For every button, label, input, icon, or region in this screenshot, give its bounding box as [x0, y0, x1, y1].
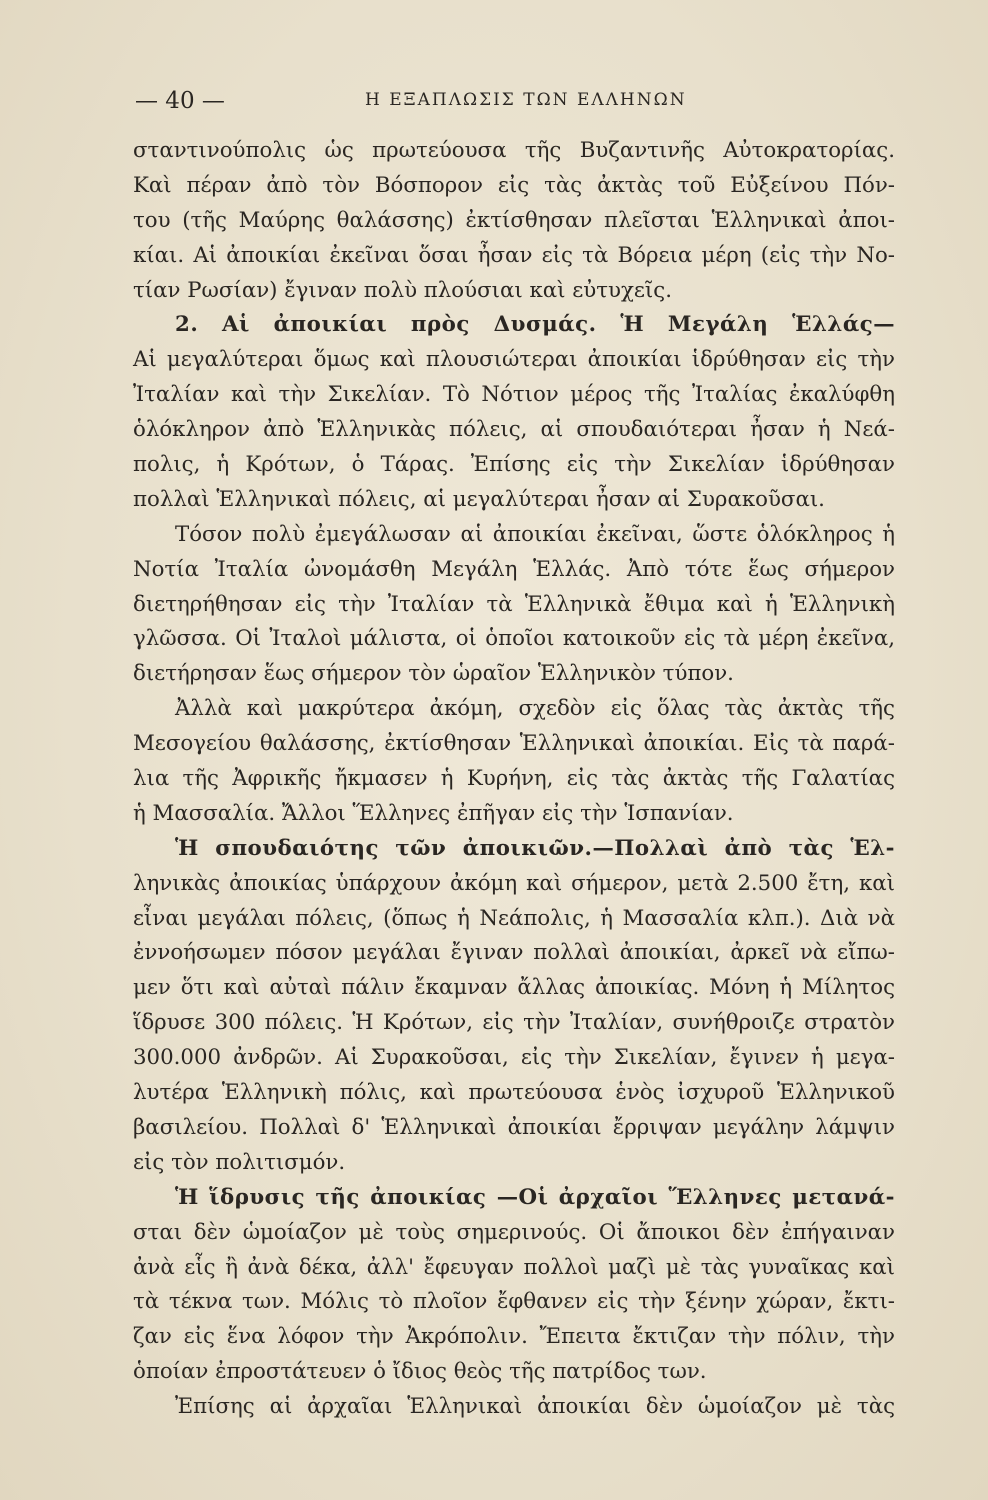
- text-line: Μεσογείου θαλάσσης, ἐκτίσθησαν Ἑλληνικαὶ ἀποικίαι. Εἰς τὰ παρά-: [133, 731, 895, 757]
- text-line: τὰ τέκνα των. Μόλις τὸ πλοῖον ἔφθανεν εἰς τὴν ξένην χώραν, ἔκτι-: [133, 1289, 895, 1315]
- text-line: Καὶ πέραν ἀπὸ τὸν Βόσπορον εἰς τὰς ἀκτὰς τοῦ Εὐξείνου Πόν-: [133, 172, 895, 198]
- text-line: Νοτία Ἰταλία ὠνομάσθη Μεγάλη Ἑλλάς. Ἀπὸ τότε ἕως σήμερον: [133, 556, 895, 582]
- text-line: του (τῆς Μαύρης θαλάσσης) ἐκτίσθησαν πλεῖσται Ἑλληνικαὶ ἀποι-: [133, 207, 895, 233]
- running-title: Η ΕΞΑΠΛΩΣΙΣ ΤΩΝ ΕΛΛΗΝΩΝ: [365, 90, 687, 110]
- text-line: ἐννοήσωμεν πόσον μεγάλαι ἔγιναν πολλαὶ ἀποικίαι, ἀρκεῖ νὰ εἴπω-: [133, 940, 895, 966]
- text-line: διετηρήθησαν εἰς τὴν Ἰταλίαν τὰ Ἑλληνικὰ ἔθιμα καὶ ἡ Ἑλληνικὴ: [133, 591, 895, 617]
- text-line: μεν ὅτι καὶ αὐταὶ πάλιν ἔκαμναν ἄλλας ἀποικίας. Μόνη ἡ Μίλητος: [133, 975, 895, 1001]
- text-line: βασιλείου. Πολλαὶ δ' Ἑλληνικαὶ ἀποικίαι ἔρριψαν μεγάλην λάμψιν: [133, 1114, 895, 1140]
- text-line: πολλαὶ Ἑλληνικαὶ πόλεις, αἱ μεγαλύτεραι ἦσαν αἱ Συρακοῦσαι.: [133, 486, 825, 512]
- section-heading: 2. Αἱ ἀποικίαι πρὸς Δυσμάς. Ἡ Μεγάλη Ἑλλάς—: [175, 312, 895, 338]
- section-heading: Ἡ ἵδρυσις τῆς ἀποικίας —Οἱ ἀρχαῖοι Ἕλληνες μετανά-: [175, 1184, 895, 1210]
- text-line: πολις, ἡ Κρότων, ὁ Τάρας. Ἐπίσης εἰς τὴν Σικελίαν ἱδρύθησαν: [133, 452, 895, 478]
- text-line: Τόσον πολὺ ἐμεγάλωσαν αἱ ἀποικίαι ἐκεῖναι, ὥστε ὁλόκληρος ἡ: [175, 521, 895, 547]
- page-number: — 40 —: [135, 88, 225, 114]
- text-line: ζαν εἰς ἕνα λόφον τὴν Ἀκρόπολιν. Ἔπειτα ἔκτιζαν τὴν πόλιν, τὴν: [133, 1324, 895, 1350]
- text-line: εἰς τὸν πολιτισμόν.: [133, 1149, 346, 1175]
- body-text: [133, 134, 895, 1425]
- text-line: εἶναι μεγάλαι πόλεις, (ὅπως ἡ Νεάπολις, ἡ Μασσαλία κλπ.). Διὰ νὰ: [133, 905, 895, 931]
- text-line: Ἰταλίαν καὶ τὴν Σικελίαν. Τὸ Νότιον μέρος τῆς Ἰταλίας ἐκαλύφθη: [133, 382, 895, 408]
- text-line: Αἱ μεγαλύτεραι ὅμως καὶ πλουσιώτεραι ἀποικίαι ἱδρύθησαν εἰς τὴν: [133, 347, 895, 373]
- text-line: ληνικὰς ἀποικίας ὑπάρχουν ἀκόμη καὶ σήμερον, μετὰ 2.500 ἔτη, καὶ: [133, 870, 895, 896]
- text-line: ἀνὰ εἷς ἢ ἀνὰ δέκα, ἀλλ' ἔφευγαν πολλοὶ μαζὶ μὲ τὰς γυναῖκας καὶ: [133, 1254, 895, 1280]
- text-line: Ἀλλὰ καὶ μακρύτερα ἀκόμη, σχεδὸν εἰς ὅλας τὰς ἀκτὰς τῆς: [175, 696, 895, 722]
- text-line: Ἐπίσης αἱ ἀρχαῖαι Ἑλληνικαὶ ἀποικίαι δὲν ὡμοίαζον μὲ τὰς: [175, 1394, 895, 1420]
- text-line: σται δὲν ὡμοίαζον μὲ τοὺς σημερινούς. Οἱ ἄποικοι δὲν ἐπήγαιναν: [133, 1219, 895, 1245]
- text-line: σταντινούπολις ὡς πρωτεύουσα τῆς Βυζαντινῆς Αὐτοκρατορίας.: [133, 138, 895, 163]
- text-line: ἡ Μασσαλία. Ἄλλοι Ἕλληνες ἐπῆγαν εἰς τὴν Ἱσπανίαν.: [133, 800, 734, 826]
- text-line: λυτέρα Ἑλληνικὴ πόλις, καὶ πρωτεύουσα ἑνὸς ἰσχυροῦ Ἑλληνικοῦ: [133, 1080, 895, 1106]
- text-line: ὁποίαν ἐπροστάτευεν ὁ ἴδιος θεὸς τῆς πατρίδος των.: [133, 1359, 707, 1385]
- text-line: γλῶσσα. Οἱ Ἰταλοὶ μάλιστα, οἱ ὁποῖοι κατοικοῦν εἰς τὰ μέρη ἐκεῖνα,: [133, 626, 895, 652]
- text-line: κίαι. Αἱ ἀποικίαι ἐκεῖναι ὅσαι ἦσαν εἰς τὰ Βόρεια μέρη (εἰς τὴν Νο-: [133, 242, 895, 268]
- text-line: διετήρησαν ἕως σήμερον τὸν ὡραῖον Ἑλληνικὸν τύπον.: [133, 661, 734, 687]
- text-line: ἵδρυσε 300 πόλεις. Ἡ Κρότων, εἰς τὴν Ἰταλίαν, συνήθροιζε στρατὸν: [133, 1010, 895, 1036]
- text-line: λια τῆς Ἀφρικῆς ἤκμασεν ἡ Κυρήνη, εἰς τὰς ἀκτὰς τῆς Γαλατίας: [133, 766, 895, 792]
- page-header: [135, 88, 895, 118]
- text-line: ὁλόκληρον ἀπὸ Ἑλληνικὰς πόλεις, αἱ σπουδαιότεραι ἦσαν ἡ Νεά-: [133, 417, 895, 443]
- text-line: 300.000 ἀνδρῶν. Αἱ Συρακοῦσαι, εἰς τὴν Σικελίαν, ἔγινεν ἡ μεγα-: [133, 1045, 895, 1071]
- section-heading: Ἡ σπουδαιότης τῶν ἀποικιῶν.—Πολλαὶ ἀπὸ τὰς Ἑλ-: [175, 835, 895, 861]
- text-line: τίαν Ρωσίαν) ἔγιναν πολὺ πλούσιαι καὶ εὐτυχεῖς.: [133, 277, 672, 303]
